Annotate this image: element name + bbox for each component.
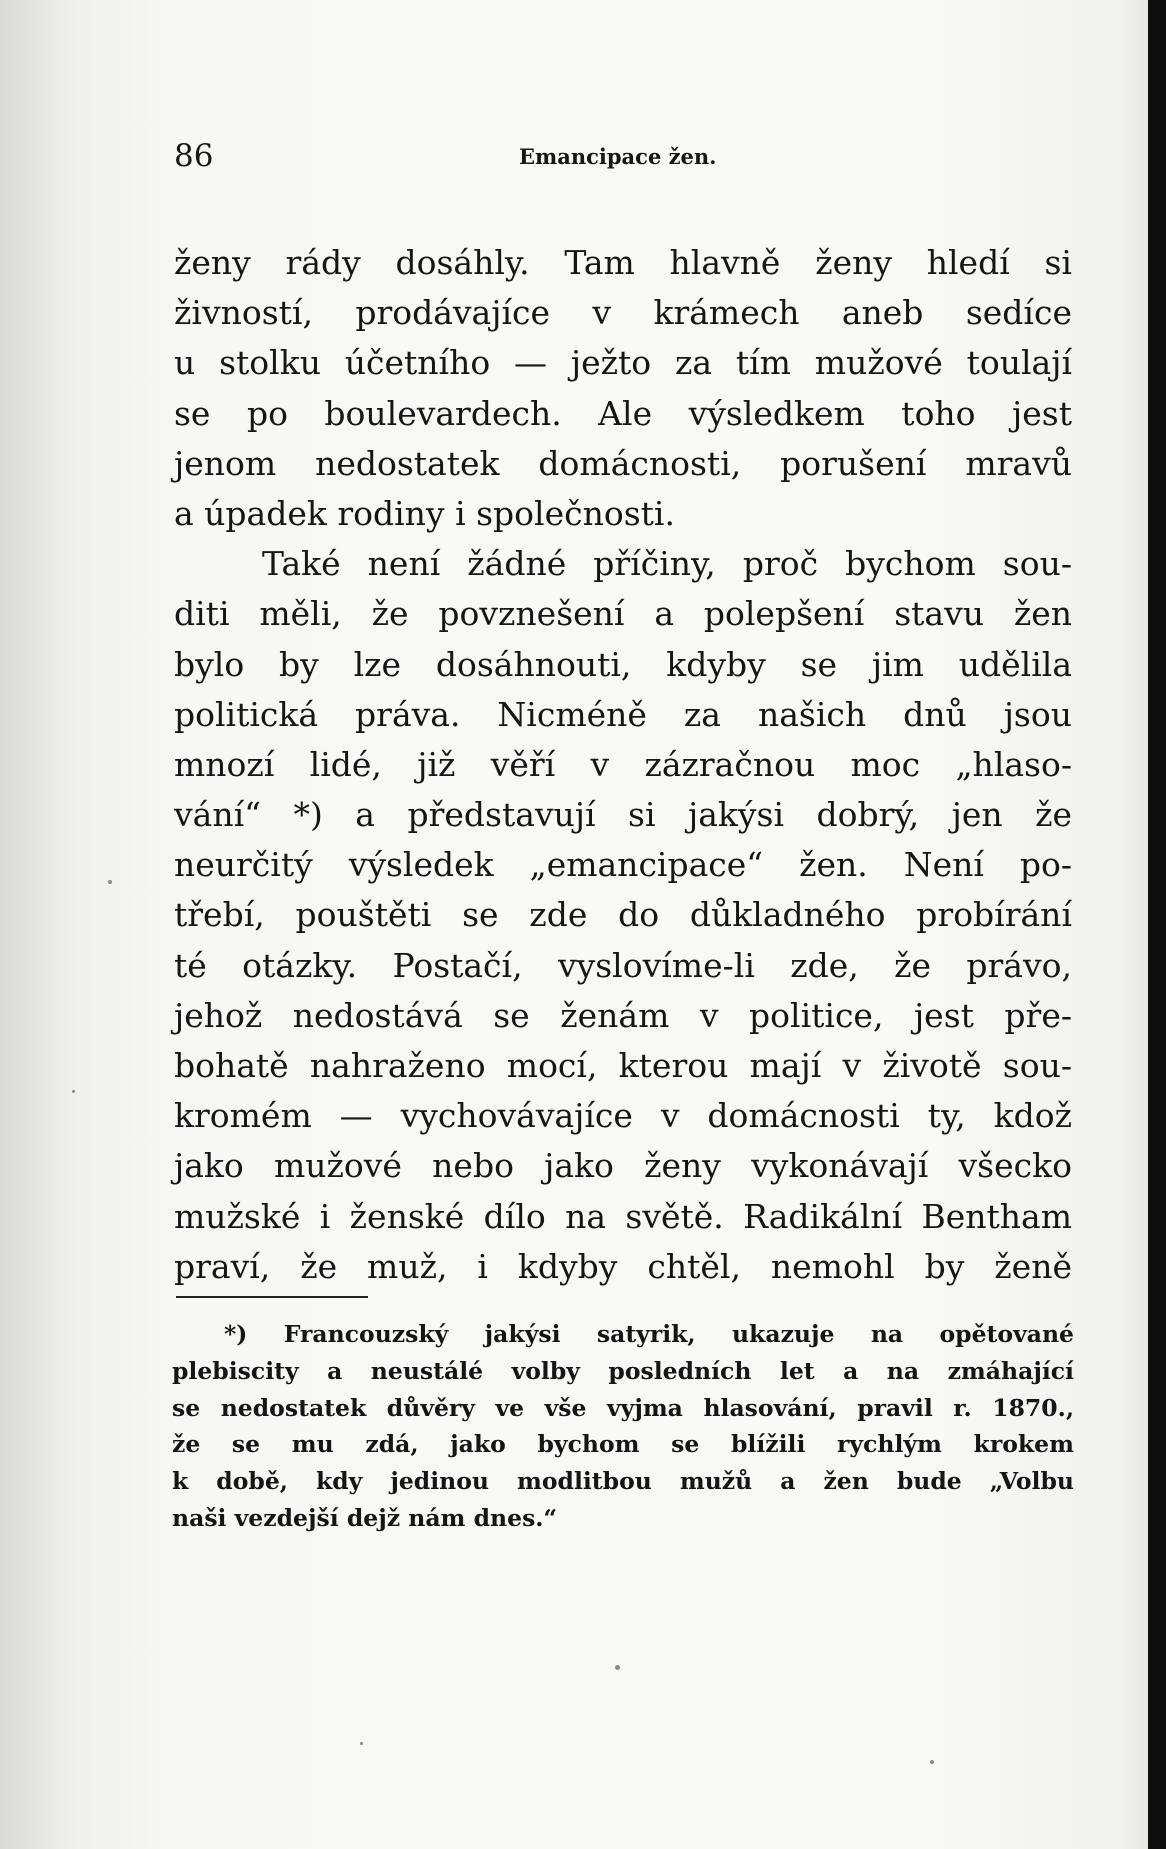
text-line: neurčitý výsledek „emancipace“ žen. Není po-	[174, 845, 1072, 885]
text-line: bylo by lze dosáhnouti, kdyby se jim udělila	[174, 644, 1072, 684]
text-line: mužské i ženské dílo na světě. Radikální Bentham	[174, 1196, 1072, 1236]
footnote-line: plebiscity a neustálé volby posledních let a na zmáhající	[172, 1356, 1074, 1385]
text-line: praví, že muž, i kdyby chtěl, nemohl by ženě	[174, 1246, 1072, 1286]
page-number: 86	[174, 138, 214, 174]
text-line: politická práva. Nicméně za našich dnů jsou	[174, 694, 1072, 734]
text-line: diti měli, že povznešení a polepšení stavu žen	[174, 594, 1072, 634]
text-line: bohatě nahraženo mocí, kterou mají v životě sou-	[174, 1046, 1072, 1085]
text-line: mnozí lidé, již věří v zázračnou moc „hlaso-	[174, 744, 1072, 784]
paper-speck	[360, 1742, 363, 1745]
text-line: u stolku účetního — ježto za tím mužové toulají	[174, 343, 1072, 383]
text-line: kromém — vychovávajíce v domácnosti ty, kdož	[174, 1096, 1072, 1136]
text-line: třebí, pouštěti se zde do důkladného probírání	[174, 895, 1072, 935]
text-line: a úpadek rodiny i společnosti.	[174, 493, 675, 533]
footnote-line: se nedostatek důvěry ve vše vyjma hlasování, pravil r. 1870.,	[172, 1393, 1074, 1422]
footnote-line: *) Francouzský jakýsi satyrik, ukazuje na opětované	[224, 1320, 1074, 1348]
running-title: Emancipace žen.	[519, 144, 717, 169]
text-line: vání“ *) a představují si jakýsi dobrý, jen že	[174, 795, 1072, 835]
paper-speck	[930, 1760, 934, 1764]
text-line: jenom nedostatek domácnosti, porušení mravů	[174, 443, 1072, 483]
text-line: se po boulevardech. Ale výsledkem toho jest	[174, 393, 1072, 433]
text-line: jehož nedostává se ženám v politice, jest pře-	[174, 995, 1072, 1035]
text-line: jako mužové nebo jako ženy vykonávají všecko	[174, 1146, 1072, 1186]
text-line: té otázky. Postačí, vyslovíme-li zde, že právo,	[174, 945, 1072, 985]
page-header	[174, 138, 1078, 178]
text-line: ženy rády dosáhly. Tam hlavně ženy hledí si	[174, 243, 1072, 282]
body-text	[174, 238, 1072, 1292]
footnote-line: k době, kdy jedinou modlitbou mužů a žen bude „Volbu	[172, 1467, 1074, 1496]
footnote	[172, 1316, 1074, 1537]
footnote-rule	[176, 1296, 368, 1298]
footnote-line: že se mu zdá, jako bychom se blížili rychlým krokem	[172, 1430, 1074, 1459]
paper-speck	[72, 1090, 75, 1093]
text-line: živností, prodávajíce v krámech aneb sedíce	[174, 293, 1072, 333]
paper-speck	[615, 1665, 620, 1670]
paper-speck	[108, 880, 112, 884]
footnote-line: naši vezdejší dejž nám dnes.“	[172, 1503, 557, 1532]
scan-edge	[1148, 0, 1166, 1849]
paragraph-first-line: Také není žádné příčiny, proč bychom sou-	[262, 544, 1072, 584]
